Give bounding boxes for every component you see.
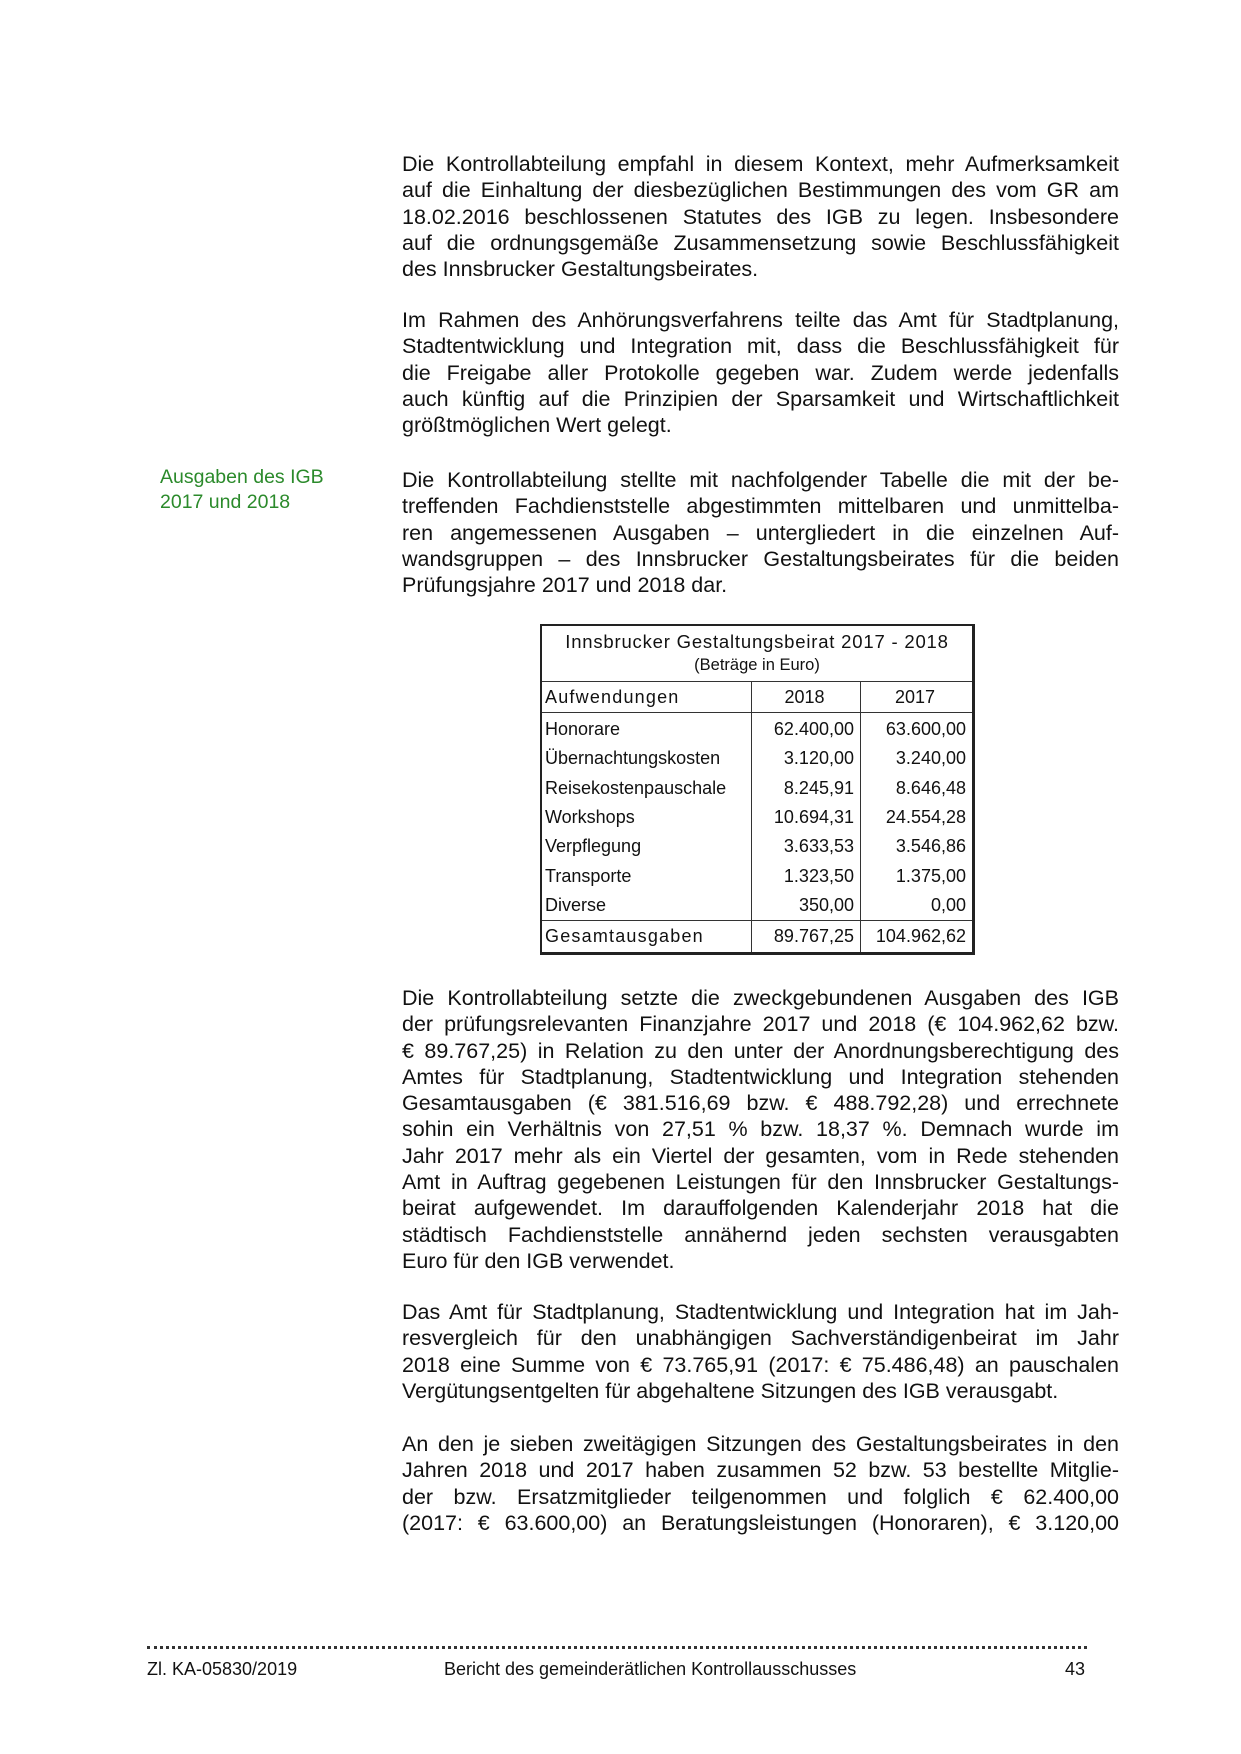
row-label: Verpflegung: [542, 832, 752, 861]
cell-2017: 1.375,00: [895, 865, 966, 886]
text-line: auf die ordnungsgemäße Zusammensetzung sowie Beschlussfähigkeit: [402, 230, 1119, 255]
table-row: [542, 861, 972, 890]
margin-heading-line-1: Ausgaben des IGB: [160, 466, 324, 488]
text-line: Die Kontrollabteilung stellte mit nachfolgender Tabelle die mit der be-: [402, 468, 1119, 492]
text-line: resvergleich für den unabhängigen Sachverständigenbeirat im Jahr: [402, 1326, 1119, 1351]
margin-heading-line-2: 2017 und 2018: [160, 491, 291, 513]
column-header: 2018: [752, 682, 861, 713]
table-total-row: [542, 921, 972, 953]
text-line: An den je sieben zweitägigen Sitzungen des Gestaltungsbeirates in den: [402, 1432, 1119, 1456]
text-line: treffenden Fachdienststelle abgestimmten mittelbaren und unmittelba-: [402, 494, 1119, 519]
table-row: [542, 744, 972, 773]
text-line: auf die Einhaltung der diesbezüglichen Bestimmungen des vom GR am: [402, 178, 1119, 203]
text-line: die Freigabe aller Protokolle gegeben war. Zudem werde jedenfalls: [402, 360, 1119, 385]
paragraph-annual-comparison: [402, 1299, 1119, 1404]
cell-2018: 10.694,31: [752, 803, 861, 832]
cell-2017: 24.554,28: [885, 807, 966, 828]
row-label: Reisekostenpauschale: [542, 774, 752, 803]
total-label: Gesamtausgaben: [542, 921, 752, 953]
text-line: der bzw. Ersatzmitglieder teilgenommen und folglich € 62.400,00: [402, 1484, 1119, 1509]
text-line: Das Amt für Stadtplanung, Stadtentwicklung und Integration hat im Jah-: [402, 1300, 1119, 1324]
cell-2018: 3.633,53: [752, 832, 861, 861]
text-line: Vergütungsentgelten für abgehaltene Sitzungen des IGB verausgabt.: [402, 1378, 1059, 1403]
total-2017: 104.962,62: [861, 921, 973, 953]
page-number: 43: [1065, 1659, 1086, 1679]
text-line: der prüfungsrelevanten Finanzjahre 2017 und 2018 (€ 104.962,62 bzw.: [402, 1012, 1119, 1037]
text-line: Euro für den IGB verwendet.: [402, 1248, 675, 1273]
cell-2018: 8.245,91: [752, 774, 861, 803]
table-header-row: [542, 682, 972, 713]
table-title-block: [542, 626, 972, 682]
paragraph-hearing-procedure: [402, 307, 1119, 438]
table-row: [542, 713, 972, 745]
table-row: [542, 803, 972, 832]
paragraph-ratio-analysis: [402, 985, 1119, 1274]
footer-title: Bericht des gemeinderätlichen Kontrollausschusses: [444, 1659, 857, 1679]
text-line: ren angemessenen Ausgaben – untergliedert in die einzelnen Auf-: [402, 520, 1119, 545]
text-line: auch künftig auf die Prinzipien der Sparsamkeit und Wirtschaftlichkeit: [402, 386, 1119, 411]
text-line: Die Kontrollabteilung empfahl in diesem Kontext, mehr Aufmerksamkeit: [402, 152, 1119, 176]
text-line: Amtes für Stadtplanung, Stadtentwicklung und Integration stehenden: [402, 1064, 1119, 1089]
paragraph-table-intro: [402, 467, 1119, 598]
cell-2017: 8.646,48: [895, 777, 966, 798]
row-label: Transporte: [542, 861, 752, 890]
table-subtitle: (Beträge in Euro): [694, 656, 820, 674]
table-title: Innsbrucker Gestaltungsbeirat 2017 - 2018: [565, 631, 949, 652]
text-line: Die Kontrollabteilung setzte die zweckgebundenen Ausgaben des IGB: [402, 986, 1119, 1010]
cell-2017: 63.600,00: [885, 719, 966, 740]
text-line: beirat aufgewendet. Im darauffolgenden Kalenderjahr 2018 hat die: [402, 1196, 1119, 1221]
row-label: Honorare: [542, 713, 752, 745]
paragraph-sessions: [402, 1431, 1119, 1536]
text-line: Jahren 2018 und 2017 haben zusammen 52 bzw. 53 bestellte Mitglie-: [402, 1458, 1119, 1483]
cell-2018: 1.323,50: [752, 861, 861, 890]
text-line: Amt in Auftrag gegebenen Leistungen für den Innsbrucker Gestaltungs-: [402, 1170, 1119, 1195]
text-line: des Innsbrucker Gestaltungsbeirates.: [402, 257, 759, 282]
footer-divider: [147, 1646, 1087, 1649]
footer-reference: Zl. KA-05830/2019: [147, 1659, 298, 1679]
cell-2017: 3.546,86: [895, 836, 966, 857]
text-line: Im Rahmen des Anhörungsverfahrens teilte das Amt für Stadtplanung,: [402, 308, 1119, 332]
text-line: größtmöglichen Wert gelegt.: [402, 413, 672, 438]
table-row: [542, 832, 972, 861]
cell-2018: 350,00: [752, 891, 861, 921]
text-line: € 89.767,25) in Relation zu den unter der Anordnungsberechtigung des: [402, 1038, 1119, 1063]
text-line: Gesamtausgaben (€ 381.516,69 bzw. € 488.792,28) und errechnete: [402, 1091, 1119, 1116]
table-body: [542, 682, 972, 952]
row-label: Übernachtungskosten: [542, 744, 752, 773]
text-line: Jahr 2017 mehr als ein Viertel der gesamten, vom in Rede stehenden: [402, 1143, 1119, 1168]
total-2018: 89.767,25: [752, 921, 861, 953]
expenses-table: [540, 624, 975, 955]
margin-heading: [160, 465, 350, 515]
text-line: Prüfungsjahre 2017 und 2018 dar.: [402, 573, 728, 598]
column-header: Aufwendungen: [542, 682, 752, 713]
text-line: 2018 eine Summe von € 73.765,91 (2017: € 75.486,48) an pauschalen: [402, 1352, 1119, 1377]
text-line: wandsgruppen – des Innsbrucker Gestaltungsbeirates für die beiden: [402, 546, 1119, 571]
cell-2017: 3.240,00: [895, 748, 966, 769]
table-row: [542, 891, 972, 921]
row-label: Workshops: [542, 803, 752, 832]
text-line: 18.02.2016 beschlossenen Statutes des IGB zu legen. Insbesondere: [402, 204, 1119, 229]
cell-2018: 3.120,00: [752, 744, 861, 773]
table-row: [542, 774, 972, 803]
text-line: (2017: € 63.600,00) an Beratungsleistungen (Honoraren), € 3.120,00: [402, 1510, 1119, 1535]
text-line: städtisch Fachdienststelle annähernd jeden sechsten verausgabten: [402, 1222, 1119, 1247]
column-header: 2017: [861, 682, 973, 713]
row-label: Diverse: [542, 891, 752, 921]
text-line: Stadtentwicklung und Integration mit, dass die Beschlussfähigkeit für: [402, 334, 1119, 359]
cell-2018: 62.400,00: [752, 713, 861, 745]
text-line: sohin ein Verhältnis von 27,51 % bzw. 18,37 %. Demnach wurde im: [402, 1117, 1119, 1142]
paragraph-recommendation: [402, 151, 1119, 282]
cell-2017: 0,00: [930, 894, 966, 915]
